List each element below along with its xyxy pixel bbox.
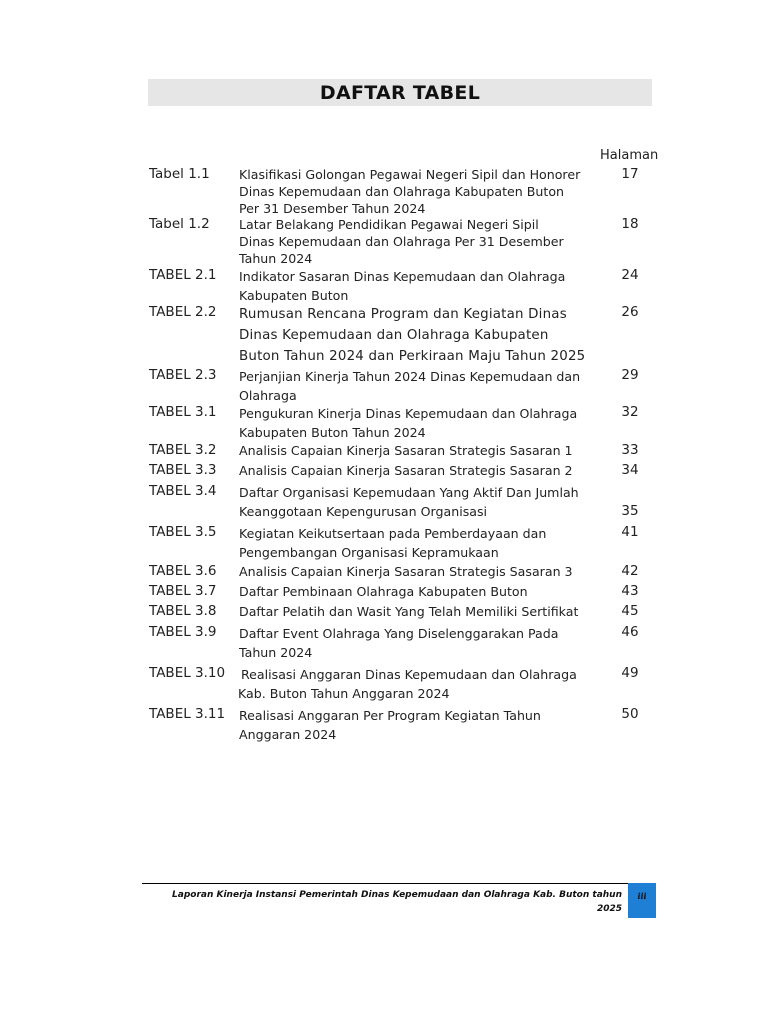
table-number: TABEL 3.6 (149, 563, 217, 579)
table-number: TABEL 3.9 (149, 624, 217, 640)
footer-divider (142, 883, 628, 884)
table-number: TABEL 3.3 (149, 462, 217, 478)
description-line: Kegiatan Keikutsertaan pada Pemberdayaan dan (239, 526, 547, 541)
page-number: 46 (621, 624, 639, 640)
description-line: Analisis Capaian Kinerja Sasaran Strategis Sasaran 1 (239, 443, 573, 458)
description-line: Dinas Kepemudaan dan Olahraga Kabupaten (239, 328, 549, 343)
table-number: TABEL 3.1 (149, 404, 217, 420)
table-number: Tabel 1.1 (149, 166, 210, 182)
table-number: TABEL 3.2 (149, 442, 217, 458)
page-number: 29 (621, 367, 639, 383)
table-number: TABEL 3.10 (149, 665, 226, 681)
table-number: Tabel 1.2 (149, 216, 210, 232)
table-number: TABEL 3.8 (149, 603, 217, 619)
page-number: 45 (621, 603, 639, 619)
table-description (239, 166, 589, 217)
description-line: Daftar Pelatih dan Wasit Yang Telah Memiliki Sertifikat (239, 604, 579, 619)
description-line: Latar Belakang Pendidikan Pegawai Negeri Sipil (239, 217, 539, 232)
description-line: Kabupaten Buton Tahun 2024 (239, 425, 426, 440)
description-line: Klasifikasi Golongan Pegawai Negeri Sipil dan Honorer (239, 167, 581, 182)
description-line: Anggaran 2024 (239, 727, 337, 742)
page-number: 18 (621, 216, 639, 232)
description-line: Buton Tahun 2024 dan Perkiraan Maju Tahun 2025 (239, 349, 586, 364)
description-line: Daftar Event Olahraga Yang Diselenggarakan Pada (239, 626, 559, 641)
footer-page-number: iii (637, 891, 647, 901)
page-number: 41 (621, 524, 639, 540)
description-line: Keanggotaan Kepengurusan Organisasi (239, 504, 488, 519)
title-bar (148, 79, 652, 106)
table-number: TABEL 3.11 (149, 706, 226, 722)
description-line: Pengembangan Organisasi Kepramukaan (239, 545, 499, 560)
table-number: TABEL 3.4 (149, 483, 217, 499)
page-number: 33 (621, 442, 639, 458)
table-description (239, 563, 589, 580)
table-description (239, 442, 589, 459)
description-line: Dinas Kepemudaan dan Olahraga Kabupaten Buton (239, 184, 565, 199)
table-description (239, 603, 589, 620)
page-number: 24 (621, 267, 639, 283)
page-number: 26 (621, 304, 639, 320)
table-description (238, 665, 591, 703)
description-line: Olahraga (239, 388, 297, 403)
description-line: Analisis Capaian Kinerja Sasaran Strategis Sasaran 3 (239, 564, 573, 579)
description-line: Per 31 Desember Tahun 2024 (239, 201, 426, 216)
page-number: 34 (621, 462, 639, 478)
table-number: TABEL 3.7 (149, 583, 217, 599)
table-description (239, 483, 589, 521)
table-description (239, 267, 589, 305)
table-number: TABEL 2.1 (149, 267, 217, 283)
description-line: Indikator Sasaran Dinas Kepemudaan dan Olahraga (239, 269, 566, 284)
page-number: 43 (621, 583, 639, 599)
description-line: Tahun 2024 (239, 251, 313, 266)
table-description (239, 583, 589, 600)
footer-line-2: 2025 (596, 904, 622, 914)
footer-caption (142, 888, 622, 916)
table-description (239, 216, 589, 267)
table-description (239, 706, 589, 744)
page-number: 32 (621, 404, 639, 420)
table-description (239, 404, 589, 442)
footer-line-1: Laporan Kinerja Instansi Pemerintah Dinas Kepemudaan dan Olahraga Kab. Buton tahun (172, 890, 622, 900)
description-line: Tahun 2024 (239, 645, 313, 660)
table-number: TABEL 2.3 (149, 367, 217, 383)
table-number: TABEL 3.5 (149, 524, 217, 540)
description-line: Kab. Buton Tahun Anggaran 2024 (238, 686, 450, 701)
page-number: 17 (621, 166, 639, 182)
description-line: Analisis Capaian Kinerja Sasaran Strategis Sasaran 2 (239, 463, 573, 478)
table-description (239, 524, 589, 562)
table-description (239, 462, 589, 479)
description-line: Perjanjian Kinerja Tahun 2024 Dinas Kepemudaan dan (239, 369, 581, 384)
table-number: TABEL 2.2 (149, 304, 217, 320)
table-description (239, 304, 589, 367)
page-number: 42 (621, 563, 639, 579)
description-line: Pengukuran Kinerja Dinas Kepemudaan dan Olahraga (239, 406, 578, 421)
table-description (239, 624, 589, 662)
description-line: Realisasi Anggaran Per Program Kegiatan Tahun (239, 708, 541, 723)
description-line: Dinas Kepemudaan dan Olahraga Per 31 Desember (239, 234, 564, 249)
description-line: Daftar Pembinaan Olahraga Kabupaten Buton (239, 584, 528, 599)
description-line: Kabupaten Buton (239, 288, 349, 303)
page-number: 50 (621, 706, 639, 722)
page-number-badge (628, 883, 656, 918)
page-number: 49 (621, 665, 639, 681)
page-column-label: Halaman (600, 148, 659, 163)
page-title: DAFTAR TABEL (319, 81, 481, 104)
description-line: Rumusan Rencana Program dan Kegiatan Dinas (239, 307, 567, 322)
description-line: Daftar Organisasi Kepemudaan Yang Aktif Dan Jumlah (239, 485, 579, 500)
description-line: Realisasi Anggaran Dinas Kepemudaan dan Olahraga (241, 667, 577, 682)
table-description (239, 367, 589, 405)
page-number: 35 (621, 503, 639, 519)
